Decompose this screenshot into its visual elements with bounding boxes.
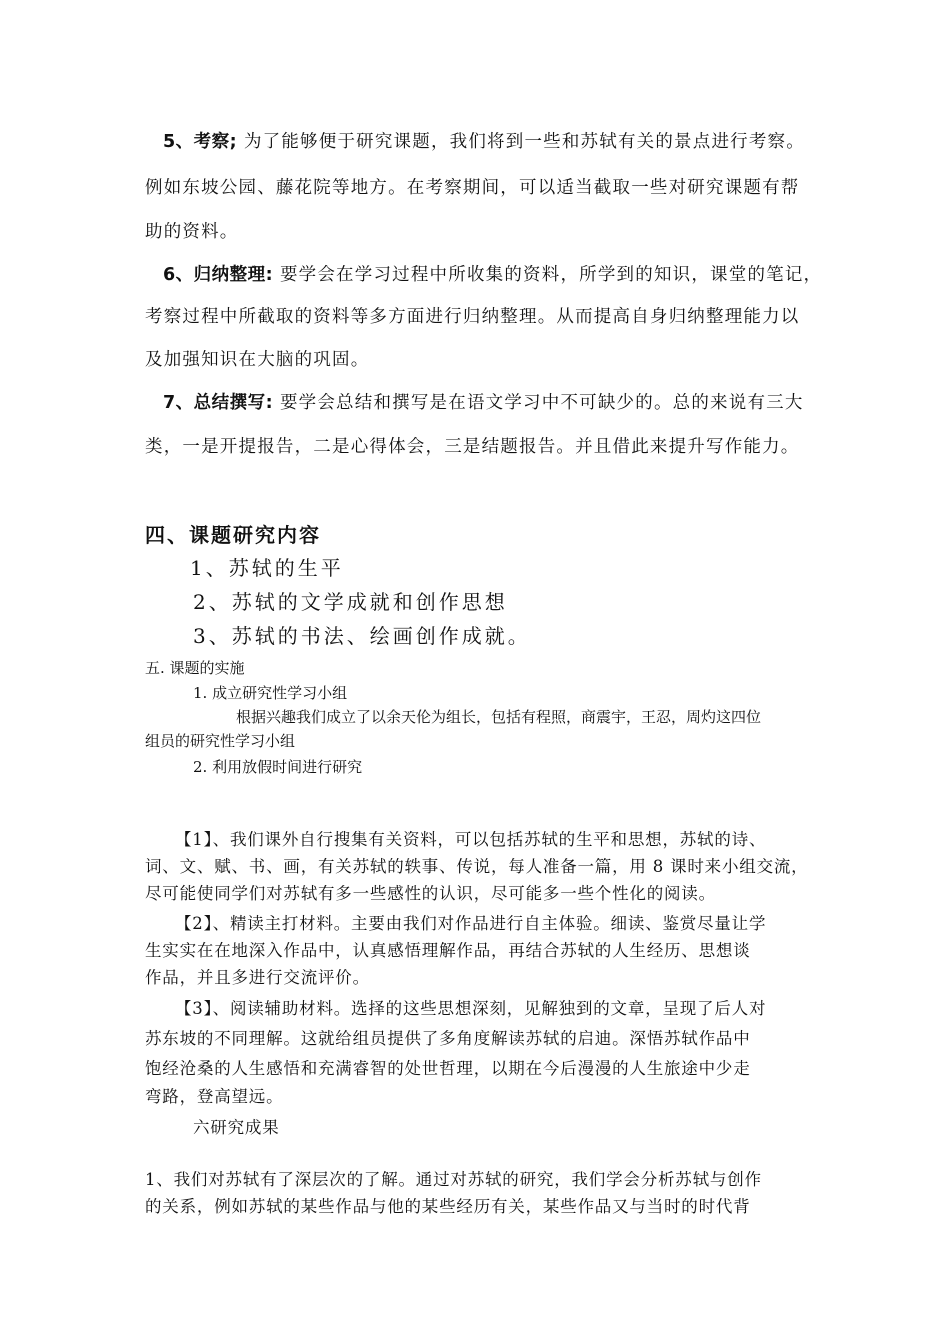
sec6-line2: 考察过程中所截取的资料等多方面进行归纳整理。从而提高自身归纳整理能力以 [145, 307, 800, 327]
sec6-label: 6、归纳整理: [163, 265, 274, 285]
method1-line1: 【1】、我们课外自行搜集有关资料，可以包括苏轼的生平和思想，苏轼的诗、 [175, 830, 767, 849]
impl-step1: 1. 成立研究性学习小组 [193, 684, 348, 702]
impl-step1-line2: 组员的研究性学习小组 [145, 732, 296, 750]
impl-step1-line1: 根据兴趣我们成立了以余天伦为组长，包括有程照，商震宇，王忍，周灼这四位 [236, 708, 762, 726]
impl-step2: 2. 利用放假时间进行研究 [193, 758, 363, 776]
sec5-label: 5、考察; [163, 132, 238, 152]
sec5-line2: 例如东坡公园、藤花院等地方。在考察期间，可以适当截取一些对研究课题有帮 [145, 178, 800, 198]
impl-heading: 五. 课题的实施 [145, 659, 245, 677]
method2-line1: 【2】、精读主打材料。主要由我们对作品进行自主体验。细读、鉴赏尽量让学 [175, 914, 767, 933]
content-item-2: 2、苏轼的文学成就和创作思想 [193, 590, 508, 614]
method3-line3: 饱经沧桑的人生感悟和充满睿智的处世哲理，以期在今后漫漫的人生旅途中少走 [145, 1059, 751, 1078]
sec6-line3: 及加强知识在大脑的巩固。 [145, 350, 370, 370]
sec5-line1 [163, 128, 805, 153]
method1-line2: 词、文、赋、书、画，有关苏轼的轶事、传说，每人准备一篇，用 8 课时来小组交流， [145, 857, 809, 876]
sec7-text1: 要学会总结和撰写是在语文学习中不可缺少的。总的来说有三大 [279, 393, 804, 413]
content-heading: 四、课题研究内容 [145, 523, 321, 547]
method1-line3: 尽可能使同学们对苏轼有多一些感性的认识，尽可能多一些个性化的阅读。 [145, 884, 716, 903]
sec6-line1 [163, 261, 822, 286]
method2-line2: 生实实在在地深入作品中，认真感悟理解作品，再结合苏轼的人生经历、思想谈 [145, 941, 751, 960]
sec7-line2: 类，一是开提报告，二是心得体会，三是结题报告。并且借此来提升写作能力。 [145, 437, 800, 457]
method3-line2: 苏东坡的不同理解。这就给组员提供了多角度解读苏轼的启迪。深悟苏轼作品中 [145, 1029, 751, 1048]
results-line1: 1、我们对苏轼有了深层次的了解。通过对苏轼的研究，我们学会分析苏轼与创作 [145, 1170, 762, 1189]
method3-line1: 【3】、阅读辅助材料。选择的这些思想深刻，见解独到的文章，呈现了后人对 [175, 999, 767, 1018]
sec7-line1 [163, 389, 804, 414]
sec5-text1: 为了能够便于研究课题，我们将到一些和苏轼有关的景点进行考察。 [243, 132, 805, 152]
sec5-line3: 助的资料。 [145, 222, 239, 242]
content-item-1: 1、苏轼的生平 [190, 556, 344, 580]
sec7-label: 7、总结撰写: [163, 393, 274, 413]
content-item-3: 3、苏轼的书法、绘画创作成就。 [193, 624, 531, 648]
results-heading: 六研究成果 [193, 1118, 280, 1137]
method3-line4: 弯路，登高望远。 [145, 1087, 284, 1106]
results-line2: 的关系，例如苏轼的某些作品与他的某些经历有关，某些作品又与当时的时代背 [145, 1197, 751, 1216]
sec6-text1: 要学会在学习过程中所收集的资料，所学到的知识，课堂的笔记， [279, 265, 823, 285]
method2-line3: 作品，并且多进行交流评价。 [145, 968, 370, 987]
